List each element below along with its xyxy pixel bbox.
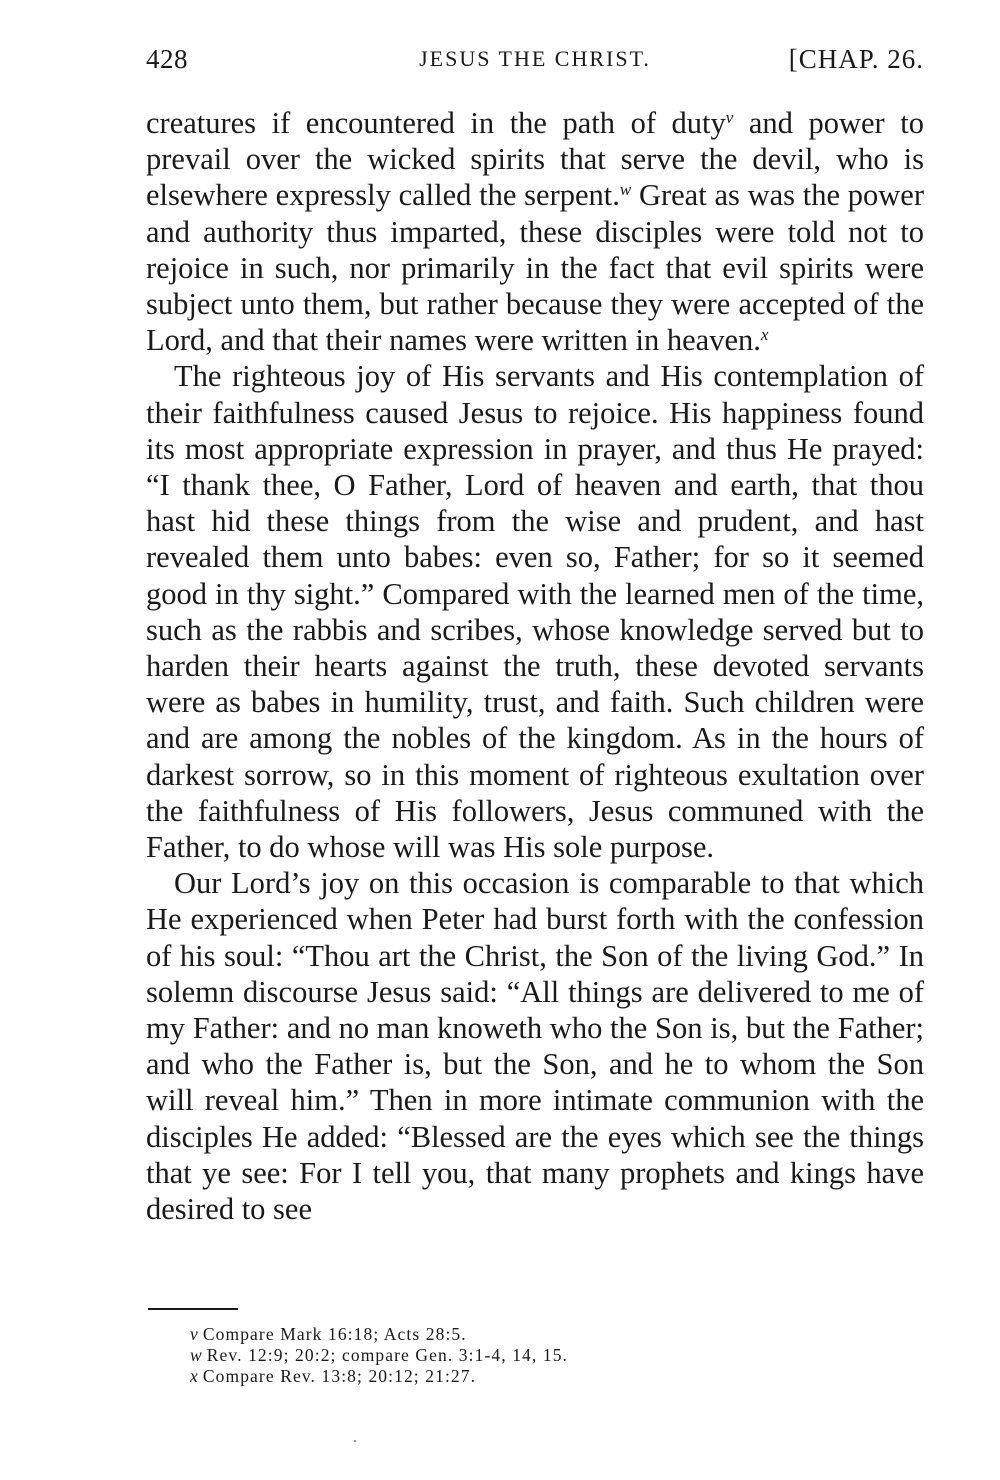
paragraph-1-text-c: Great as was the power and authority thus imparted, these disciples were told not to rejoice in such, nor primarily in the fact that evil spirits were subject unto them, but rather because they were accepted of the Lord, and that their names were written in heaven.: [146, 178, 924, 358]
footnote-divider: [148, 1308, 238, 1310]
scan-speck: [354, 1440, 356, 1442]
footnote-x: [190, 1366, 890, 1387]
footnote-text: Compare Mark 16:18; Acts 28:5.: [202, 1324, 467, 1344]
paragraph-1: [146, 105, 924, 358]
footnote-text: Rev. 12:9; 20:2; compare Gen. 3:1-4, 14, 15.: [206, 1345, 569, 1365]
footnote-text: Compare Rev. 13:8; 20:12; 21:27.: [202, 1366, 477, 1386]
paragraph-3: Our Lord’s joy on this occasion is comparable to that which He experienced when Peter had burst forth with the confession of his soul: “Thou art the Christ, the Son of the living God.” In solemn discourse Jesus said: “All things are delivered to me of my Father: and no man knoweth who the Son is, but the Father; and who the Father is, but the Son, and he to whom the Son will reveal him.” Then in more intimate communion with the disciples He added: “Blessed are the eyes which see the things that ye see: For I tell you, that many prophets and kings have desired to see: [146, 866, 924, 1227]
footnote-ref-w: w: [619, 180, 632, 200]
running-head: [146, 44, 924, 84]
body-text: [146, 105, 924, 1227]
footnotes: [190, 1324, 890, 1387]
page-number: 428: [146, 44, 188, 74]
book-title: JESUS THE CHRIST.: [419, 46, 651, 71]
footnote-mark: w: [190, 1345, 203, 1365]
paragraph-1-text-a: creatures if encountered in the path of duty: [146, 106, 726, 140]
footnote-mark: x: [190, 1366, 199, 1386]
footnote-mark: v: [190, 1324, 199, 1344]
footnote-ref-x: x: [760, 325, 769, 345]
chapter-label: [CHAP. 26.: [788, 44, 924, 74]
paragraph-1-text-b: and power to prevail over the wicked spirits that serve the devil, who is elsewhere expressly called the serpent.: [146, 106, 924, 213]
footnote-ref-v: v: [725, 108, 734, 127]
footnote-v: [190, 1324, 890, 1345]
footnote-w: [190, 1345, 890, 1366]
paragraph-2: The righteous joy of His servants and His contemplation of their faithfulness caused Jesus to rejoice. His happiness found its most appropriate expression in prayer, and thus He prayed: “I thank thee, O Father, Lord of heaven and earth, that thou hast hid these things from the wise and prudent, and hast revealed them unto babes: even so, Father; for so it seemed good in thy sight.” Compared with the learned men of the time, such as the rabbis and scribes, whose knowledge served but to harden their hearts against the truth, these devoted servants were as babes in humility, trust, and faith. Such children were and are among the nobles of the kingdom. As in the hours of darkest sorrow, so in this moment of righteous exultation over the faithfulness of His followers, Jesus communed with the Father, to do whose will was His sole purpose.: [146, 359, 924, 865]
